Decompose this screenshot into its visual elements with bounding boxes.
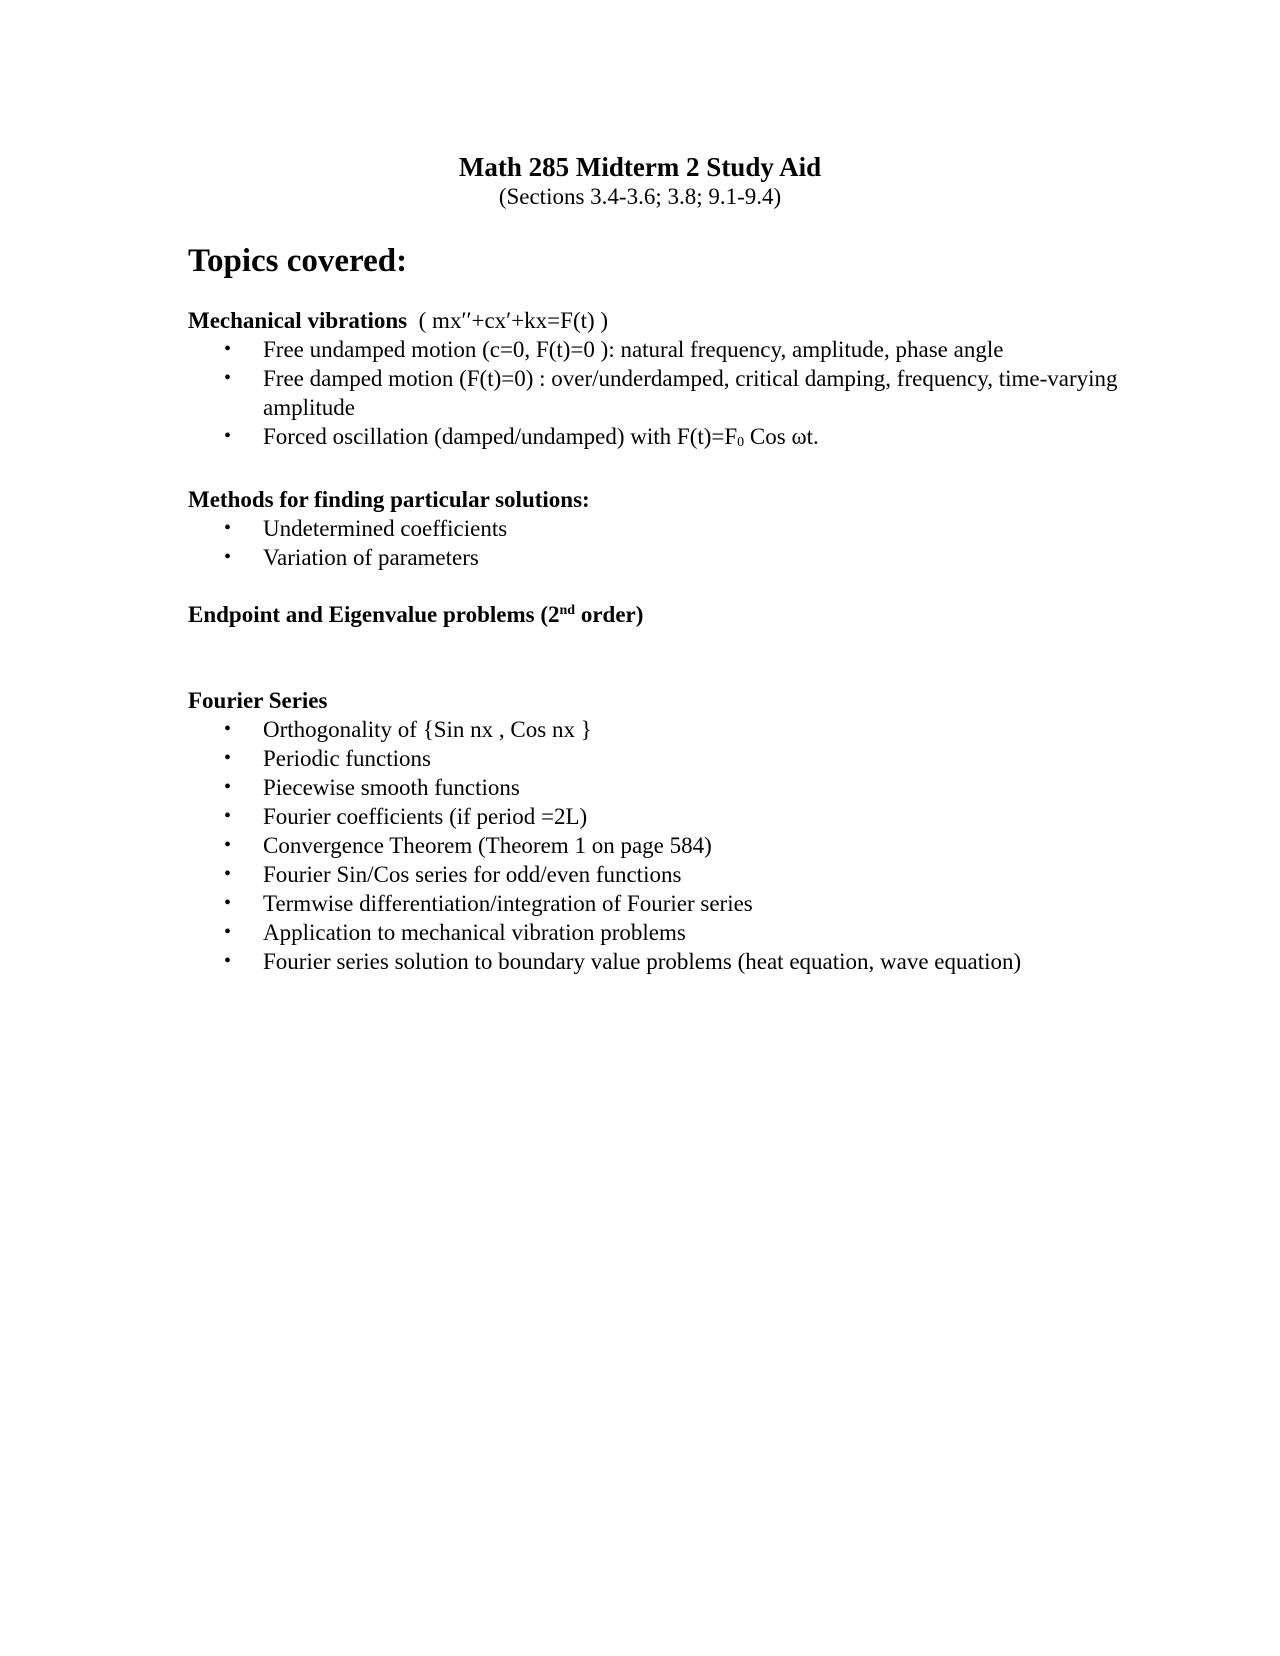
bullet-icon: • <box>224 367 232 389</box>
bullet-icon: • <box>224 747 232 769</box>
list-item <box>188 889 1188 918</box>
list-item-text: Fourier Sin/Cos series for odd/even functions <box>263 862 682 887</box>
section-heading <box>188 686 1188 715</box>
section-particular-solutions <box>188 485 1188 572</box>
spacer <box>188 629 1188 686</box>
bullet-icon: • <box>224 834 232 856</box>
section-heading-text: Methods for finding particular solutions: <box>188 487 590 512</box>
bullet-icon: • <box>224 921 232 943</box>
section-heading <box>188 485 1188 514</box>
document-title: Math 285 Midterm 2 Study Aid <box>458 152 822 182</box>
list-item-text: Free undamped motion (c=0, F(t)=0 ): natural frequency, amplitude, phase angle <box>263 337 1004 362</box>
list-item-text: Periodic functions <box>263 746 431 771</box>
list-item <box>188 860 1188 889</box>
list-item-text: Free damped motion (F(t)=0) : over/underdamped, critical damping, frequency, time-varying amplitude <box>263 366 1118 420</box>
spacer <box>188 457 1188 485</box>
list-item-text <box>263 424 819 449</box>
bullet-list <box>188 335 1188 457</box>
bullet-icon: • <box>224 776 232 798</box>
list-item-text-part: Cos ωt. <box>744 424 819 449</box>
section-heading-text <box>188 602 643 627</box>
list-item-text: Orthogonality of {Sin nx , Cos nx } <box>263 717 592 742</box>
list-item-text: Application to mechanical vibration problems <box>263 920 686 945</box>
bullet-icon: • <box>224 892 232 914</box>
vibration-equation: ( mx′′+cx′+kx=F(t) ) <box>418 308 609 333</box>
bullet-icon: • <box>224 546 232 568</box>
document-subtitle: (Sections 3.4-3.6; 3.8; 9.1-9.4) <box>498 184 782 209</box>
heading-text-part: order) <box>575 602 644 627</box>
list-item <box>188 715 1188 744</box>
bullet-icon: • <box>224 718 232 740</box>
list-item-text-part: Forced oscillation (damped/undamped) with F(t)=F <box>263 424 738 449</box>
list-item <box>188 422 1188 457</box>
heading-text-part: Endpoint and Eigenvalue problems (2 <box>188 602 560 627</box>
list-item <box>188 543 1188 572</box>
bullet-list <box>188 715 1188 976</box>
bullet-list <box>188 514 1188 572</box>
superscript: nd <box>559 603 576 618</box>
bullet-icon: • <box>224 950 232 972</box>
list-item-text: Variation of parameters <box>263 545 479 570</box>
list-item <box>188 947 1188 976</box>
section-heading-text: Fourier Series <box>188 688 328 713</box>
list-item <box>188 918 1188 947</box>
list-item <box>188 831 1188 860</box>
list-item-text: Fourier series solution to boundary value problems (heat equation, wave equation) <box>263 949 1022 974</box>
list-item <box>188 514 1188 543</box>
section-eigenvalue-problems <box>188 600 1188 629</box>
bullet-icon: • <box>224 338 232 360</box>
title-block <box>0 151 1280 211</box>
list-item <box>188 802 1188 831</box>
list-item-text: Undetermined coefficients <box>263 516 508 541</box>
list-item <box>188 335 1188 364</box>
bullet-icon: • <box>224 805 232 827</box>
bullet-icon: • <box>224 517 232 539</box>
section-fourier-series <box>188 686 1188 976</box>
bullet-icon: • <box>224 863 232 885</box>
spacer <box>188 572 1188 600</box>
list-item <box>188 744 1188 773</box>
section-heading <box>188 306 1188 335</box>
document-body <box>188 240 1188 976</box>
topics-heading: Topics covered: <box>188 243 408 279</box>
section-mechanical-vibrations <box>188 306 1188 457</box>
list-item-text: Fourier coefficients (if period =2L) <box>263 804 588 829</box>
list-item-text: Piecewise smooth functions <box>263 775 520 800</box>
list-item <box>188 773 1188 802</box>
bullet-icon: • <box>224 425 232 447</box>
list-item <box>188 364 1188 422</box>
subscript: 0 <box>737 435 745 450</box>
section-heading-text: Mechanical vibrations <box>188 308 408 333</box>
list-item-text: Convergence Theorem (Theorem 1 on page 584) <box>263 833 712 858</box>
section-heading <box>188 600 1188 629</box>
list-item-text: Termwise differentiation/integration of Fourier series <box>263 891 753 916</box>
